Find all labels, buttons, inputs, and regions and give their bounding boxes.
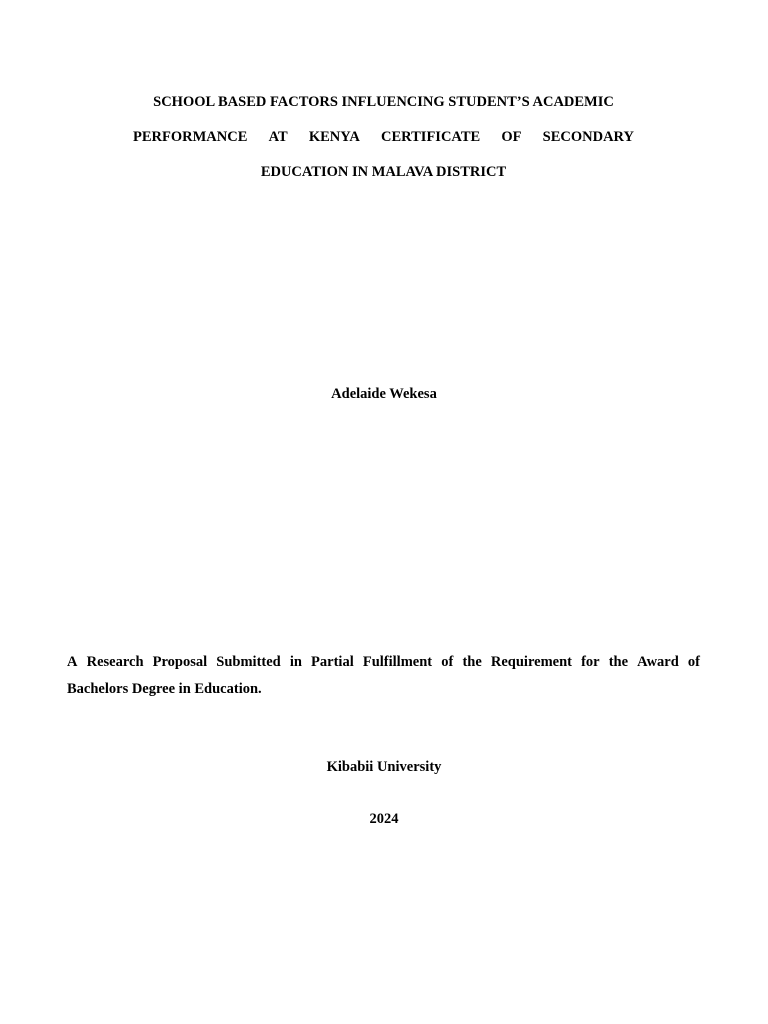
statement-word: of <box>441 654 454 670</box>
submission-statement <box>67 649 700 703</box>
statement-word: in <box>289 654 302 670</box>
submission-year: 2024 <box>369 811 399 827</box>
statement-word: Submitted <box>216 654 281 670</box>
statement-word: the <box>462 654 482 670</box>
title-word: KENYA <box>308 129 360 145</box>
statement-word: Research <box>86 654 144 670</box>
author-name: Adelaide Wekesa <box>331 386 437 402</box>
statement-word: Fulfillment <box>362 654 433 670</box>
university-name: Kibabii University <box>326 759 442 775</box>
title-word: CERTIFICATE <box>381 129 481 145</box>
title-line-1: SCHOOL BASED FACTORS INFLUENCING STUDENT’S ACADEMIC <box>153 94 614 110</box>
title-word: SECONDARY <box>542 129 634 145</box>
statement-word: A <box>67 654 78 670</box>
title-word: PERFORMANCE <box>133 129 248 145</box>
title-word: OF <box>501 129 522 145</box>
title-word: AT <box>268 129 288 145</box>
document-title <box>133 92 634 197</box>
statement-word: Award <box>637 654 679 670</box>
statement-word: of <box>687 654 700 670</box>
statement-word: Proposal <box>152 654 208 670</box>
statement-word: the <box>608 654 629 670</box>
statement-word: Requirement <box>490 654 572 670</box>
title-line-3: EDUCATION IN MALAVA DISTRICT <box>260 164 507 180</box>
statement-line-2: Bachelors Degree in Education. <box>67 681 262 697</box>
statement-word: Partial <box>311 654 354 670</box>
statement-word: for <box>581 654 600 670</box>
title-line-2 <box>133 127 634 162</box>
statement-line-1 <box>67 649 700 676</box>
